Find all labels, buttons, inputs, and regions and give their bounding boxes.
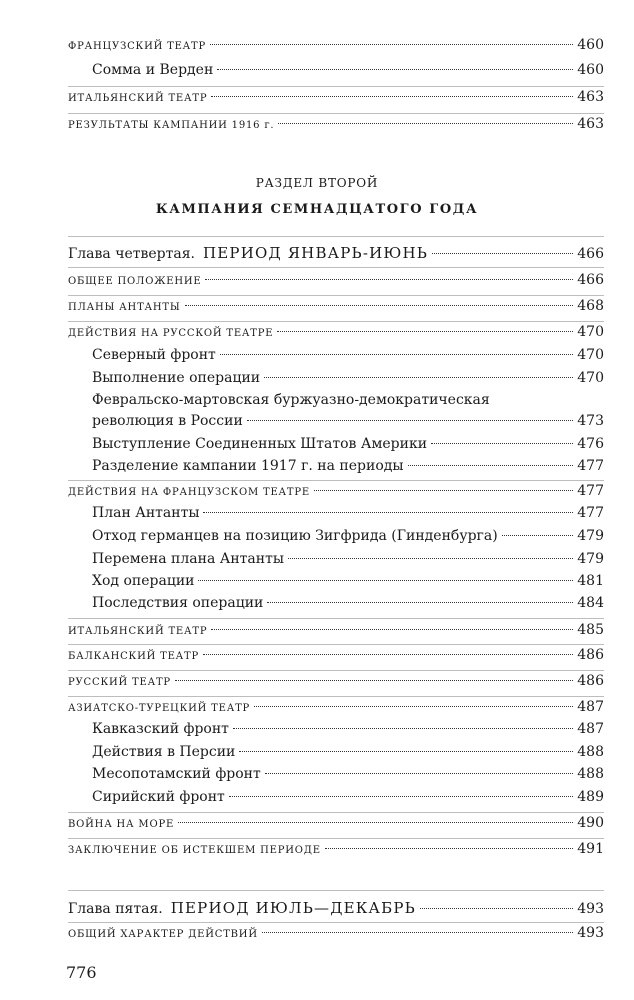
divider [68,86,604,87]
dot-leader [262,932,573,933]
toc-entry [68,699,604,715]
dot-leader [198,580,573,581]
toc-entry-page: 470 [577,324,604,340]
toc-entry-title: РУССКИЙ ТЕАТР [68,677,171,688]
toc-entry-page: 479 [577,551,604,567]
dot-leader [431,443,573,444]
toc-entry-page: 468 [577,298,604,314]
toc-entry-title: Ход операции [92,573,195,589]
dot-leader [210,44,573,45]
divider [68,890,604,891]
toc-entry-page: 488 [577,766,604,782]
toc-subentry [92,551,604,567]
dot-leader [277,331,573,332]
toc-entry-title: РЕЗУЛЬТАТЫ КАМПАНИИ 1916 г. [68,120,275,131]
toc-entry-title: АЗИАТСКО-ТУРЕЦКИЙ ТЕАТР [68,703,251,714]
toc-entry [68,298,604,314]
toc-entry-title: ОБЩИЙ ХАРАКТЕР ДЕЙСТВИЙ [68,929,258,940]
divider [68,644,604,645]
toc-subentry [92,573,604,589]
dot-leader [185,305,574,306]
dot-leader [265,773,574,774]
chapter-title: ПЕРИОД ИЮЛЬ—ДЕКАБРЬ [170,899,416,917]
toc-entry-page: 481 [577,573,604,589]
toc-entry-title: ФРАНЦУЗСКИЙ ТЕАТР [68,41,207,52]
chapter-prefix: Глава четвертая. [68,246,195,262]
section-label: РАЗДЕЛ ВТОРОЙ [255,176,379,190]
toc-entry-page: 477 [577,458,604,474]
toc-entry-page: 493 [577,925,604,941]
toc-entry-page: 466 [577,272,604,288]
toc-entry-page: 493 [577,901,604,917]
toc-entry-title: Разделение кампании 1917 г. на периоды [92,458,404,474]
divider [68,696,604,697]
dot-leader [205,279,573,280]
dot-leader [229,796,573,797]
toc-entry-page: 488 [577,744,604,760]
dot-leader [502,535,574,536]
toc-entry-title: ИТАЛЬЯНСКИЙ ТЕАТР [68,626,208,637]
toc-entry-page: 473 [577,413,604,429]
toc-subentry [92,789,604,805]
toc-entry-page: 479 [577,528,604,544]
toc-subentry-wrapped-line: Февральско-мартовская буржуазно-демократическая [92,392,490,408]
toc-entry-page: 476 [577,436,604,452]
toc-entry-title: ОБЩЕЕ ПОЛОЖЕНИЕ [68,276,202,287]
toc-entry-french-theatre [68,37,604,53]
toc-subentry [92,436,604,452]
toc-entry [68,622,604,638]
toc-entry [68,324,604,340]
divider [68,812,604,813]
toc-entry-page: 477 [577,505,604,521]
toc-entry-title: Выполнение операции [92,370,261,386]
chapter-5-heading [68,898,604,917]
toc-entry-title: Сомма и Верден [92,62,214,78]
toc-entry-page: 491 [577,841,604,857]
divider [68,922,604,923]
divider [68,236,604,237]
toc-entry-title: Перемена плана Антанты [92,551,284,567]
toc-entry-results-1916 [68,116,604,132]
toc-entry-title: Выступление Соединенных Штатов Америки [92,436,428,452]
toc-entry-page: 460 [577,62,604,78]
dot-leader [325,848,573,849]
toc-entry-title: революция в России [92,413,243,429]
toc-subentry [92,413,604,429]
divider [68,321,604,322]
chapter-prefix: Глава пятая. [68,901,163,917]
dot-leader [267,602,573,603]
toc-subentry [92,721,604,737]
dot-leader [247,420,573,421]
toc-entry-title: ПЛАНЫ АНТАНТЫ [68,302,181,313]
dot-leader [278,123,573,124]
toc-entry-title: ВОЙНА НА МОРЕ [68,819,175,830]
toc-entry [68,483,604,499]
toc-entry-page: 460 [577,37,604,53]
dot-leader [233,728,573,729]
section-title: КАМПАНИЯ СЕМНАДЦАТОГО ГОДА [155,202,479,217]
toc-entry-title: Кавказский фронт [92,721,229,737]
toc-entry-title: ЗАКЛЮЧЕНИЕ ОБ ИСТЕКШЕМ ПЕРИОДЕ [68,845,321,856]
toc-entry [68,647,604,663]
toc-subentry [92,766,604,782]
toc-entry-title: Сирийский фронт [92,789,225,805]
page-number: 776 [66,963,97,982]
divider [68,113,604,114]
toc-subentry [92,505,604,521]
dot-leader [264,377,573,378]
dot-leader [408,465,574,466]
toc-entry-page: 463 [577,89,604,105]
toc-entry-page: 484 [577,595,604,611]
divider [68,480,604,481]
toc-entry-page: 487 [577,721,604,737]
toc-entry [68,673,604,689]
divider [68,838,604,839]
dot-leader [220,354,573,355]
dot-leader [211,96,573,97]
toc-entry-page: 470 [577,370,604,386]
dot-leader [203,512,573,513]
dot-leader [175,680,573,681]
toc-entry-page: 486 [577,647,604,663]
dot-leader [178,822,573,823]
toc-subentry [92,595,604,611]
chapter-4-heading [68,243,604,262]
toc-entry-page: 470 [577,347,604,363]
toc-subentry [92,347,604,363]
toc-subentry [92,370,604,386]
toc-subentry [92,528,604,544]
toc-entry-page: 490 [577,815,604,831]
toc-entry [68,925,604,941]
toc-entry-title: ДЕЙСТВИЯ НА РУССКОЙ ТЕАТРЕ [68,328,274,339]
divider [68,670,604,671]
toc-entry-page: 466 [577,246,604,262]
dot-leader [432,253,573,254]
divider [68,267,604,268]
dot-leader [288,558,573,559]
toc-entry-italian-theatre [68,89,604,105]
toc-entry-page: 487 [577,699,604,715]
dot-leader [254,706,573,707]
dot-leader [420,908,573,909]
dot-leader [314,490,573,491]
toc-entry-page: 486 [577,673,604,689]
dot-leader [203,654,573,655]
toc-entry-page: 489 [577,789,604,805]
toc-subentry [92,744,604,760]
toc-entry [68,272,604,288]
toc-entry-title: Действия в Персии [92,744,236,760]
chapter-title: ПЕРИОД ЯНВАРЬ-ИЮНЬ [202,244,429,262]
toc-entry-page: 485 [577,622,604,638]
toc-entry-title: Северный фронт [92,347,216,363]
toc-entry-title: План Антанты [92,505,200,521]
toc-subentry [92,458,604,474]
dot-leader [217,69,573,70]
toc-entry [68,815,604,831]
toc-entry-title: ДЕЙСТВИЯ НА ФРАНЦУЗСКОМ ТЕАТРЕ [68,487,311,498]
toc-entry-title: Месопотамский фронт [92,766,261,782]
toc-entry-title: БАЛКАНСКИЙ ТЕАТР [68,651,200,662]
toc-entry-page: 463 [577,116,604,132]
dot-leader [211,629,573,630]
toc-entry-title: ИТАЛЬЯНСКИЙ ТЕАТР [68,93,208,104]
divider [68,295,604,296]
toc-subentry-somme-verdun [92,62,604,78]
dot-leader [239,751,573,752]
divider [68,618,604,619]
toc-entry-page: 477 [577,483,604,499]
toc-entry-title: Последствия операции [92,595,264,611]
toc-entry-title: Отход германцев на позицию Зигфрида (Гинденбурга) [92,528,498,544]
toc-entry [68,841,604,857]
